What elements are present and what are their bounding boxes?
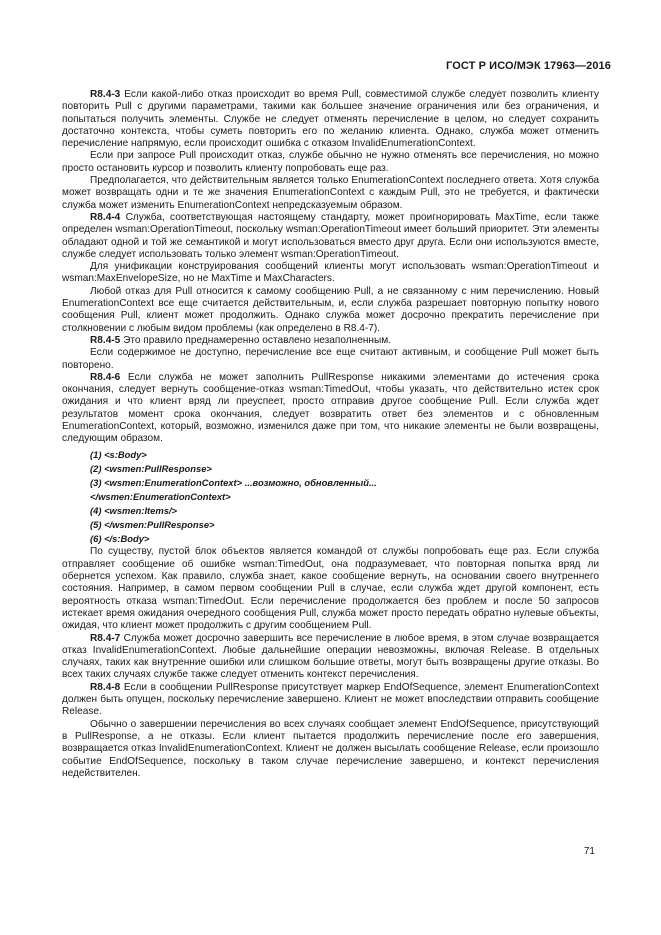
code-line: (6) </s:Body> — [90, 533, 150, 545]
paragraph-text: Это правило преднамеренно оставлено незаполненным. — [120, 334, 391, 346]
page-number: 71 — [583, 846, 595, 857]
paragraph-text: Служба может досрочно завершить все перечисление в любое время, в этом случае возвращается отказ InvalidEnumerationContext. Любые дальнейшие операции невозможны, включая Release. В отдельных случаях, таких как внутренние ошибки или слишком большие ответы, могут быть возвращены другие отказы. Во всех таких случаях службе также следует отменить контекст перечисления. — [62, 632, 599, 681]
paragraph-text: Если в сообщении PullResponse присутствует маркер EndOfSequence, элемент EnumerationContext должен быть опущен, поскольку перечисление завершено. Клиент не может впоследствии отправить сообщение Release. — [62, 681, 599, 718]
paragraph-r8-4-5 — [62, 335, 599, 347]
paragraph — [62, 546, 599, 632]
rule-label: R8.4-7 — [90, 632, 121, 644]
paragraph-text: Если содержимое не доступно, перечисление все еще считают активным, и сообщение Pull может быть повторено. — [62, 347, 599, 371]
rule-label: R8.4-5 — [90, 334, 121, 346]
paragraph — [62, 347, 599, 372]
paragraph-text: Любой отказ для Pull относится к самому сообщению Pull, а не связанному с ним перечислению. Новый EnumerationContext все еще считается действительным, и, если служба разрешает повторную попытку нового сообщения Pull, клиент может продолжить. Однако служба может досрочно прекратить перечисление при столкновении с любым видом проблемы (как определено в R8.4-7). — [62, 285, 599, 334]
code-line: </wsmen:EnumerationContext> — [90, 490, 231, 502]
paragraph-text: Если при запросе Pull происходит отказ, службе обычно не нужно отменять все перечисления, но можно просто остановить курсор и позволить клиенту попробовать еще раз. — [62, 150, 599, 174]
paragraph-text: Служба, соответствующая настоящему стандарту, может проигнорировать MaxTime, если также определен wsman:OperationTimeout, поскольку wsman:OperationTimeout имеет больший приоритет. Эти элементы обладают одной и той же семантикой и могут использоваться вместо друг друга. Если они используются вместе, службе следует использовать только элемент wsman:OperationTimeout. — [62, 211, 599, 260]
code-line: (1) <s:Body> — [90, 448, 147, 460]
code-line: (4) <wsmen:Items/> — [90, 504, 178, 516]
paragraph-text: Если какой-либо отказ происходит во время Pull, совместимой службе следует позволить клиенту повторить Pull с другими параметрами, такими как большее значение ограничения или без ограничения, и попытаться получить элементы. Службе не следует отменять перечисление в целом, но следует сохранить достаточно контекста, чтобы суметь повторить его по желанию клиента. Однако, служба может отменить перечисление напрямую, если происходит ошибка с отказом InvalidEnumerationContext. — [62, 89, 599, 150]
code-line: (5) </wsmen:PullResponse> — [90, 519, 215, 531]
rule-label: R8.4-8 — [90, 681, 121, 693]
code-line: (2) <wsmen:PullResponse> — [90, 462, 212, 474]
document-body — [62, 89, 599, 780]
paragraph-r8-4-3 — [62, 89, 599, 150]
paragraph — [62, 719, 599, 780]
paragraph — [62, 150, 599, 175]
rule-label: R8.4-4 — [90, 211, 121, 223]
paragraph-r8-4-8 — [62, 682, 599, 719]
paragraph — [62, 175, 599, 212]
paragraph-r8-4-7 — [62, 633, 599, 682]
paragraph-text: Для унификации конструирования сообщений клиенты могут использовать wsman:OperationTimeout и wsman:MaxEnvelopeSize, но не MaxTime и MaxCharacters. — [62, 261, 599, 285]
paragraph — [62, 286, 599, 335]
paragraph-r8-4-4 — [62, 212, 599, 261]
paragraph-text: Предполагается, что действительным является только EnumerationContext последнего ответа. Хотя служба может возвращать одни и те же значения EnumerationContext с каждым Pull, это не требуется, и фактически служба может изменить EnumerationContext непредсказуемым образом. — [62, 175, 599, 211]
paragraph-text: Если служба не может заполнить PullResponse никакими элементами до истечения срока окончания, следует вернуть сообщение-отказ wsman:TimedOut, чтобы указать, что действительно истек срок ожидания и что клиент вряд ли преуспеет, просто отправив другое сообщение Pull. Если служба ждет результатов момент срока окончания, следует возвратить ответ без элементов и с обновленным EnumerationContext, который, возможно, изменился даже при том, что никакие элементы не были возвращены, следующим образом. — [62, 371, 599, 445]
rule-label: R8.4-3 — [90, 89, 121, 100]
rule-label: R8.4-6 — [90, 371, 121, 383]
document-header: ГОСТ Р ИСО/МЭК 17963—2016 — [446, 60, 611, 72]
paragraph-text: По существу, пустой блок объектов является командой от службы попробовать еще раз. Если служба отправляет сообщение об ошибке wsman:TimedOut, она подразумевает, что повторная попытка вряд ли обернется успехом. Как правило, служба знает, какое сообщение вернуть, на основании своего внутреннего состояния. Например, в самом первом сообщении Pull в случае, если служба ждет другой компонент, есть вероятность отказа wsman:TimedOut. Если перечисление продолжается без проблем и после 50 запросов истекает время ожидания очередного сообщения Pull, служба может просто передать обратно нулевые объекты, ожидая, что клиент может продолжить с другим сообщением Pull. — [62, 546, 599, 632]
paragraph-r8-4-6 — [62, 372, 599, 446]
paragraph — [62, 261, 599, 286]
paragraph-text: Обычно о завершении перечисления во всех случаях сообщает элемент EndOfSequence, присутствующий в PullResponse, а не отказы. Если клиент пытается продолжить перечисление после его завершения, возвращается отказ InvalidEnumerationContext. Клиент не должен высылать сообщение Release, если произошло событие EndOfSequence, поскольку в таком случае перечисление завершено, и контекст перечисления недействителен. — [62, 718, 599, 779]
code-line: (3) <wsmen:EnumerationContext> ...возможно, обновленный... — [90, 476, 377, 488]
